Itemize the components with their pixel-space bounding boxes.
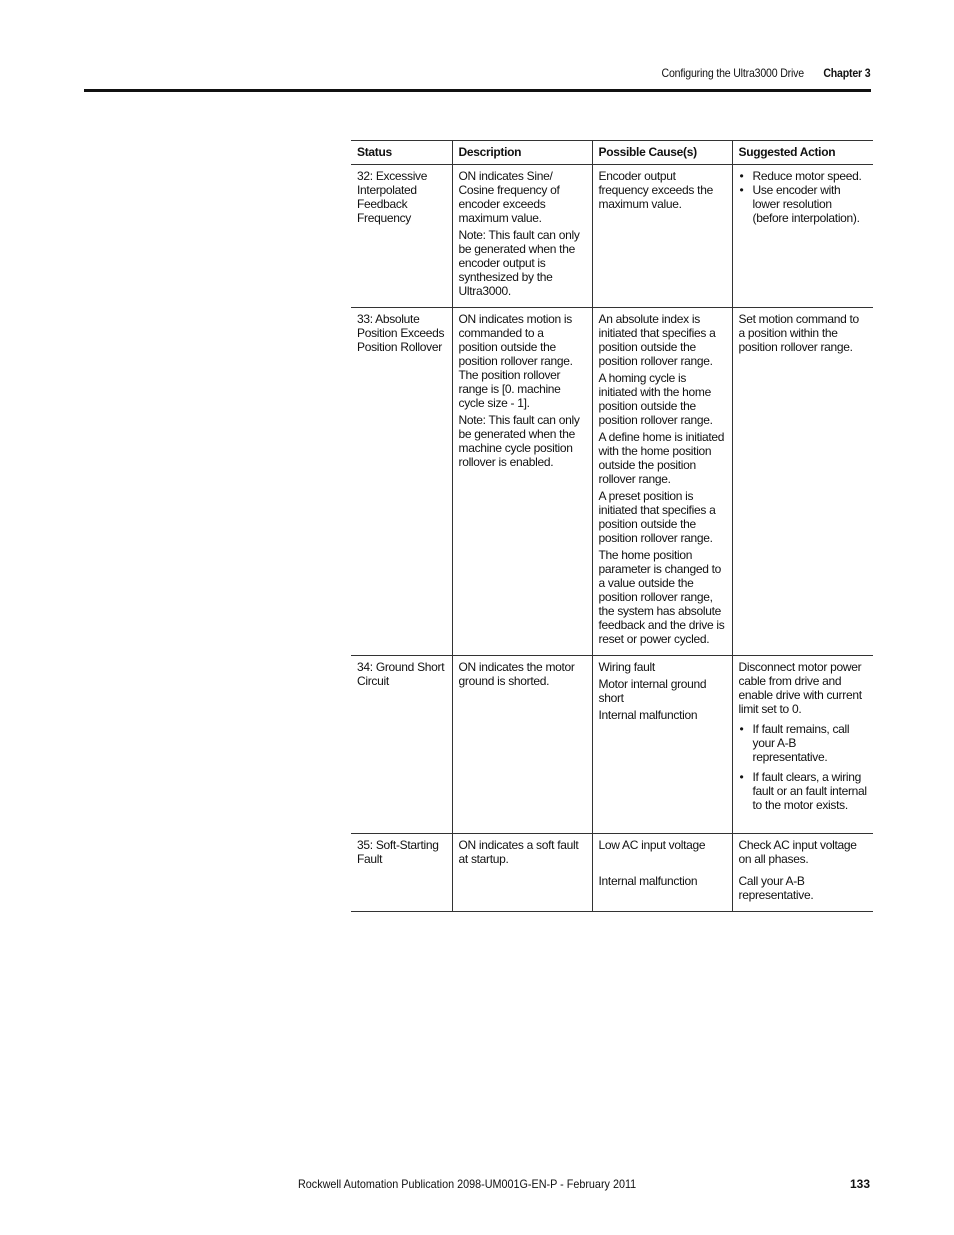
causes-cell bbox=[592, 308, 732, 656]
cause-text: Motor internal ground short bbox=[598, 677, 707, 705]
action-bullet: • Reduce motor speed. bbox=[739, 169, 868, 183]
cause-text: The home position parameter is changed to a value outside the position rollover range, the system has absolute feedback and the drive is reset or power cycled. bbox=[598, 548, 725, 646]
action-list bbox=[739, 722, 868, 812]
status-text: 33: Absolute Position Exceeds Position Rollover bbox=[357, 312, 445, 354]
running-header bbox=[661, 66, 870, 80]
column-header-action: Suggested Action bbox=[732, 141, 873, 165]
status-text: 35: Soft-Starting Fault bbox=[357, 838, 439, 866]
description-text: ON indicates a soft fault at startup. bbox=[458, 838, 579, 866]
description-text: ON indicates motion is commanded to a position outside the position rollover range. The position rollover range is [0. machine cycle size - 1]. bbox=[458, 312, 573, 410]
action-list bbox=[739, 169, 868, 225]
header-chapter: Chapter 3 bbox=[822, 66, 870, 80]
column-header-causes: Possible Cause(s) bbox=[592, 141, 732, 165]
cause-text: Encoder output frequency exceeds the maximum value. bbox=[598, 169, 713, 211]
status-cell bbox=[351, 308, 452, 656]
action-cell bbox=[732, 308, 873, 656]
description-note: Note: This fault can only be generated when the machine cycle position rollover is enabled. bbox=[458, 413, 580, 469]
status-cell bbox=[351, 165, 452, 308]
table-row bbox=[351, 165, 873, 308]
cause-text: An absolute index is initiated that specifies a position outside the position rollover range. bbox=[598, 312, 716, 368]
description-cell bbox=[452, 834, 592, 912]
status-cell bbox=[351, 834, 452, 912]
column-header-description: Description bbox=[452, 141, 592, 165]
action-text: Disconnect motor power cable from drive and enable drive with current limit set to 0. bbox=[738, 660, 862, 716]
action-cell bbox=[732, 834, 873, 912]
cause-text: Wiring fault bbox=[598, 660, 655, 674]
action-cell bbox=[732, 656, 873, 834]
cause-text: Internal malfunction bbox=[598, 874, 698, 888]
cause-text: A define home is initiated with the home position outside the position rollover range. bbox=[598, 430, 725, 486]
action-bullet: • If fault remains, call your A-B representative. bbox=[739, 722, 868, 764]
action-text: Check AC input voltage on all phases. bbox=[738, 838, 857, 866]
header-title: Configuring the Ultra3000 Drive bbox=[661, 66, 804, 80]
table-row bbox=[351, 656, 873, 834]
action-cell bbox=[732, 165, 873, 308]
causes-cell bbox=[592, 834, 732, 912]
causes-cell bbox=[592, 165, 732, 308]
description-note: Note: This fault can only be generated when the encoder output is synthesized by the Ultra3000. bbox=[458, 228, 580, 298]
cause-text: Internal malfunction bbox=[598, 708, 698, 722]
page-number: 133 bbox=[849, 1177, 870, 1191]
description-text: ON indicates the motor ground is shorted. bbox=[458, 660, 575, 688]
header-rule bbox=[84, 89, 871, 92]
fault-table bbox=[351, 140, 873, 912]
cause-text: A preset position is initiated that specifies a position outside the position rollover range. bbox=[598, 489, 716, 545]
cause-text: Low AC input voltage bbox=[598, 838, 706, 852]
status-cell bbox=[351, 656, 452, 834]
action-bullet: • If fault clears, a wiring fault or an fault internal to the motor exists. bbox=[739, 770, 868, 812]
table-header-row bbox=[351, 141, 873, 165]
description-text: ON indicates Sine/ Cosine frequency of encoder exceeds maximum value. bbox=[458, 169, 560, 225]
description-cell bbox=[452, 308, 592, 656]
column-header-status: Status bbox=[351, 141, 452, 165]
fault-table-container bbox=[351, 140, 873, 912]
description-cell bbox=[452, 656, 592, 834]
description-cell bbox=[452, 165, 592, 308]
table-row bbox=[351, 308, 873, 656]
status-text: 32: Excessive Interpolated Feedback Frequency bbox=[357, 169, 428, 225]
action-text: Call your A-B representative. bbox=[738, 874, 814, 902]
table-row bbox=[351, 834, 873, 912]
action-bullet: • Use encoder with lower resolution (before interpolation). bbox=[739, 183, 868, 225]
causes-cell bbox=[592, 656, 732, 834]
status-text: 34: Ground Short Circuit bbox=[357, 660, 445, 688]
cause-text: A homing cycle is initiated with the home position outside the position rollover range. bbox=[598, 371, 713, 427]
publication-info: Rockwell Automation Publication 2098-UM001G-EN-P - February 2011 bbox=[298, 1177, 637, 1191]
action-text: Set motion command to a position within the position rollover range. bbox=[738, 312, 859, 354]
